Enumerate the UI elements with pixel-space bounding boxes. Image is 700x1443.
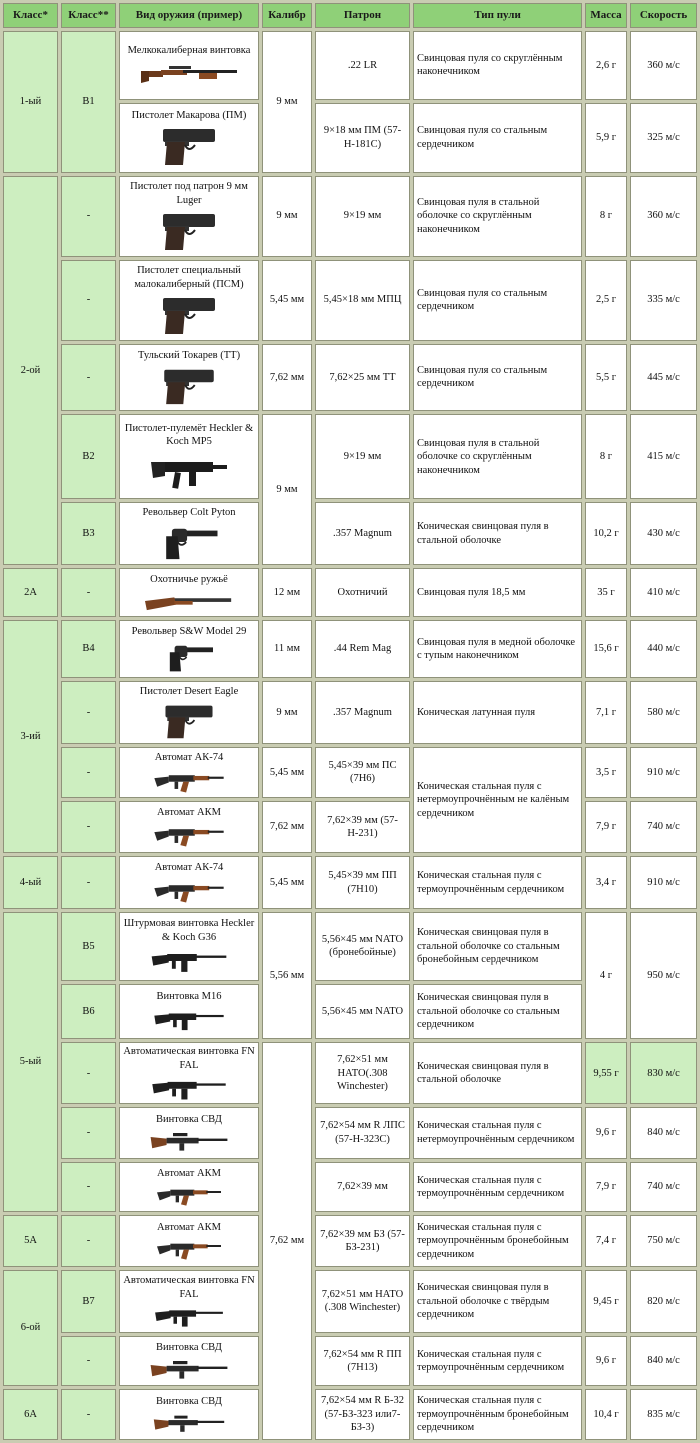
table-row <box>3 681 697 744</box>
weapon-name: Автомат АК-74 <box>154 862 224 874</box>
header-row <box>3 3 697 28</box>
cartridge-cell: 7,62×54 мм R Б-32 (57-БЗ-323 или7-БЗ-3) <box>315 1389 410 1440</box>
cartridge-cell: 7,62×25 мм ТТ <box>315 344 410 412</box>
caliber-cell: 7,62 мм <box>262 801 312 854</box>
table-row <box>3 1215 697 1267</box>
weapon-cell <box>119 912 259 981</box>
cartridge-cell: 9×18 мм ПМ (57-Н-181С) <box>315 103 410 173</box>
mass-cell: 8 г <box>585 414 627 499</box>
speed-cell: 440 м/с <box>630 620 697 679</box>
mass-cell: 5,5 г <box>585 344 627 412</box>
mass-cell: 5,9 г <box>585 103 627 173</box>
weapon-name: Автомат АК-74 <box>154 752 224 764</box>
table-row <box>3 1162 697 1213</box>
speed-cell: 410 м/с <box>630 568 697 617</box>
weapon-cell <box>119 260 259 341</box>
caliber-cell: 9 мм <box>262 414 312 565</box>
subclass-cell: - <box>61 344 116 412</box>
weapon-cell <box>119 1162 259 1213</box>
cartridge-cell: 7,62×51 мм НАТО (.308 Winchester) <box>315 1270 410 1333</box>
cartridge-cell: 9×19 мм <box>315 176 410 257</box>
rifle-icon <box>139 61 239 87</box>
battle-rifle-icon <box>141 1304 237 1328</box>
mass-cell: 2,6 г <box>585 31 627 100</box>
weapon-name: Автомат АКМ <box>157 1167 221 1179</box>
weapon-cell <box>119 1042 259 1104</box>
table-row <box>3 31 697 100</box>
class-cell: 6А <box>3 1389 58 1440</box>
caliber-cell: 11 мм <box>262 620 312 679</box>
caliber-cell: 12 мм <box>262 568 312 617</box>
class-cell: 4-ый <box>3 856 58 909</box>
weapon-name: Автомат АКМ <box>157 1221 221 1233</box>
revolver-icon <box>157 641 221 673</box>
speed-cell: 740 м/с <box>630 1162 697 1213</box>
header-caliber: Калибр <box>262 3 312 28</box>
weapon-cell <box>119 1270 259 1333</box>
speed-cell: 840 м/с <box>630 1336 697 1387</box>
battle-rifle-icon <box>141 1075 237 1101</box>
table-row <box>3 1042 697 1104</box>
weapon-name: Тульский Токарев (ТТ) <box>137 350 241 362</box>
mass-cell: 9,6 г <box>585 1107 627 1159</box>
table-row <box>3 620 697 679</box>
weapon-name: Винтовка СВД <box>156 1396 222 1408</box>
bullet-cell: Коническая латунная пуля <box>413 681 582 744</box>
weapon-cell <box>119 681 259 744</box>
mass-cell: 3,4 г <box>585 856 627 909</box>
table-row <box>3 1389 697 1440</box>
subclass-cell: - <box>61 1107 116 1159</box>
bullet-cell: Коническая свинцовая пуля в стальной оболочке со стальным сердечником <box>413 984 582 1040</box>
mass-cell: 2,5 г <box>585 260 627 341</box>
weapon-name: Винтовка СВД <box>156 1113 222 1125</box>
mass-cell: 9,55 г <box>585 1042 627 1104</box>
bullet-cell: Коническая свинцовая пуля в стальной оболочке <box>413 502 582 565</box>
mass-cell: 10,4 г <box>585 1389 627 1440</box>
subclass-cell: - <box>61 1389 116 1440</box>
caliber-cell: 5,56 мм <box>262 912 312 1039</box>
cartridge-cell: 7,62×39 мм (57-Н-231) <box>315 801 410 854</box>
speed-cell: 910 м/с <box>630 856 697 909</box>
mass-cell: 4 г <box>585 912 627 1039</box>
weapon-name: Винтовка СВД <box>156 1341 222 1353</box>
cartridge-cell: .22 LR <box>315 31 410 100</box>
class-cell: 2А <box>3 568 58 617</box>
table-row <box>3 414 697 499</box>
table-row <box>3 1107 697 1159</box>
weapon-name: Пистолет специальный малокалиберный (ПСМ) <box>134 265 244 290</box>
header-weapon: Вид оружия (пример) <box>119 3 259 28</box>
table-row <box>3 176 697 257</box>
subclass-cell: B3 <box>61 502 116 565</box>
subclass-cell: - <box>61 1336 116 1387</box>
weapon-name: Пистолет под патрон 9 мм Luger <box>130 181 248 206</box>
weapon-name: Автомат АКМ <box>157 806 221 818</box>
subclass-cell: B4 <box>61 620 116 679</box>
speed-cell: 830 м/с <box>630 1042 697 1104</box>
cartridge-cell: .357 Magnum <box>315 681 410 744</box>
subclass-cell: B1 <box>61 31 116 173</box>
weapon-cell <box>119 747 259 798</box>
weapon-cell <box>119 344 259 412</box>
mass-cell: 7,1 г <box>585 681 627 744</box>
weapon-cell <box>119 620 259 679</box>
speed-cell: 430 м/с <box>630 502 697 565</box>
weapon-cell <box>119 1215 259 1267</box>
bullet-cell: Коническая стальная пуля с термоупрочнённым сердечником <box>413 856 582 909</box>
pistol-icon <box>159 294 219 336</box>
cartridge-cell: 9×19 мм <box>315 414 410 499</box>
assault-rifle-icon <box>144 1183 234 1207</box>
bullet-cell: Свинцовая пуля со стальным сердечником <box>413 260 582 341</box>
pistol-icon <box>159 210 219 252</box>
assault-rifle-icon <box>144 768 234 794</box>
weapon-cell <box>119 1336 259 1387</box>
weapon-cell <box>119 1107 259 1159</box>
caliber-cell: 9 мм <box>262 176 312 257</box>
weapon-cell <box>119 568 259 617</box>
cartridge-cell: 7,62×39 мм <box>315 1162 410 1213</box>
subclass-cell: - <box>61 747 116 798</box>
subclass-cell: - <box>61 1042 116 1104</box>
class-cell: 6-ой <box>3 1270 58 1386</box>
weapon-cell <box>119 103 259 173</box>
bullet-cell: Свинцовая пуля 18,5 мм <box>413 568 582 617</box>
class-cell: 5-ый <box>3 912 58 1212</box>
table-row <box>3 568 697 617</box>
subclass-cell: - <box>61 176 116 257</box>
weapon-name: Автоматическая винтовка FN FAL <box>123 1046 255 1071</box>
bullet-cell: Коническая свинцовая пуля в стальной оболочке с твёрдым сердечником <box>413 1270 582 1333</box>
cartridge-cell: 7,62×39 мм БЗ (57-БЗ-231) <box>315 1215 410 1267</box>
weapon-name: Охотничье ружьё <box>150 574 228 586</box>
subclass-cell: B6 <box>61 984 116 1040</box>
subclass-cell: - <box>61 260 116 341</box>
subclass-cell: B5 <box>61 912 116 981</box>
caliber-cell: 5,45 мм <box>262 856 312 909</box>
cartridge-cell: 7,62×54 мм R ЛПС (57-Н-323С) <box>315 1107 410 1159</box>
speed-cell: 335 м/с <box>630 260 697 341</box>
bullet-cell: Свинцовая пуля в стальной оболочке со скруглённым наконечником <box>413 414 582 499</box>
subclass-cell: - <box>61 1215 116 1267</box>
speed-cell: 360 м/с <box>630 176 697 257</box>
table-row <box>3 1270 697 1333</box>
cartridge-cell: 5,45×39 мм ПП (7Н10) <box>315 856 410 909</box>
class-cell: 2-ой <box>3 176 58 565</box>
cartridge-cell: 5,45×18 мм МПЦ <box>315 260 410 341</box>
bullet-cell: Коническая стальная пуля с термоупрочнённым сердечником <box>413 1336 582 1387</box>
weapon-cell <box>119 176 259 257</box>
speed-cell: 950 м/с <box>630 912 697 1039</box>
weapon-name: Револьвер Colt Pyton <box>142 507 236 519</box>
weapon-cell <box>119 856 259 909</box>
subclass-cell: - <box>61 568 116 617</box>
speed-cell: 415 м/с <box>630 414 697 499</box>
table-row <box>3 1336 697 1387</box>
table-row <box>3 260 697 341</box>
caliber-cell: 7,62 мм <box>262 1042 312 1440</box>
mass-cell: 3,5 г <box>585 747 627 798</box>
header-speed: Скорость <box>630 3 697 28</box>
pistol-icon <box>159 702 219 740</box>
class-cell: 3-ий <box>3 620 58 854</box>
mass-cell: 15,6 г <box>585 620 627 679</box>
weapon-name: Мелкокалиберная винтовка <box>127 45 251 57</box>
bullet-cell: Коническая стальная пуля с термоупрочнённым сердечником <box>413 1162 582 1213</box>
speed-cell: 580 м/с <box>630 681 697 744</box>
header-class1: Класс* <box>3 3 58 28</box>
weapon-cell <box>119 801 259 854</box>
header-bullet: Тип пули <box>413 3 582 28</box>
smg-icon <box>149 452 229 492</box>
header-class2: Класс** <box>61 3 116 28</box>
bullet-cell: Коническая свинцовая пуля в стальной оболочке со стальным бронебойным сердечником <box>413 912 582 981</box>
cartridge-cell: 7,62×54 мм R ПП (7Н13) <box>315 1336 410 1387</box>
weapon-name: Револьвер S&W Model 29 <box>131 625 247 637</box>
mass-cell: 9,45 г <box>585 1270 627 1333</box>
speed-cell: 360 м/с <box>630 31 697 100</box>
cartridge-cell: .357 Magnum <box>315 502 410 565</box>
assault-rifle-icon <box>144 1237 234 1261</box>
pistol-icon <box>159 366 219 406</box>
table-row <box>3 344 697 412</box>
assault-rifle-icon <box>144 947 234 975</box>
cartridge-cell: 5,56×45 мм NATO <box>315 984 410 1040</box>
bullet-cell: Коническая стальная пуля с термоупрочнённым бронебойным сердечником <box>413 1215 582 1267</box>
class-cell: 1-ый <box>3 31 58 173</box>
bullet-cell: Свинцовая пуля в стальной оболочке со скруглённым наконечником <box>413 176 582 257</box>
weapon-name: Автоматическая винтовка FN FAL <box>123 1275 255 1300</box>
speed-cell: 840 м/с <box>630 1107 697 1159</box>
weapon-cell <box>119 502 259 565</box>
assault-rifle-icon <box>144 822 234 848</box>
subclass-cell: B2 <box>61 414 116 499</box>
bullet-cell: Свинцовая пуля со скруглённым наконечником <box>413 31 582 100</box>
mass-cell: 35 г <box>585 568 627 617</box>
assault-rifle-icon <box>144 878 234 904</box>
table-row <box>3 912 697 981</box>
subclass-cell: - <box>61 856 116 909</box>
speed-cell: 445 м/с <box>630 344 697 412</box>
weapon-cell <box>119 1389 259 1440</box>
weapon-cell <box>119 414 259 499</box>
assault-rifle-icon <box>144 1007 234 1033</box>
cartridge-cell: Охотничий <box>315 568 410 617</box>
cartridge-cell: 7,62×51 мм НАТО(.308 Winchester) <box>315 1042 410 1104</box>
mass-cell: 9,6 г <box>585 1336 627 1387</box>
cartridge-cell: 5,56×45 мм NATO (бронебойные) <box>315 912 410 981</box>
speed-cell: 750 м/с <box>630 1215 697 1267</box>
header-cartridge: Патрон <box>315 3 410 28</box>
weapon-name: Штурмовая винтовка Heckler & Koch G36 <box>123 918 255 943</box>
bullet-cell: Свинцовая пуля в медной оболочке с тупым наконечником <box>413 620 582 679</box>
bullet-cell: Свинцовая пуля со стальным сердечником <box>413 103 582 173</box>
bullet-cell: Коническая стальная пуля с нетермоупрочнённым не калёным сердечником <box>413 747 582 853</box>
sniper-rifle-icon <box>141 1129 237 1153</box>
table-row <box>3 856 697 909</box>
caliber-cell: 7,62 мм <box>262 344 312 412</box>
weapon-cell <box>119 984 259 1040</box>
subclass-cell: B7 <box>61 1270 116 1333</box>
weapon-name: Пистолет Desert Eagle <box>139 686 239 698</box>
speed-cell: 325 м/с <box>630 103 697 173</box>
shotgun-icon <box>139 590 239 612</box>
weapon-cell <box>119 31 259 100</box>
weapon-name: Пистолет-пулемёт Heckler & Koch MP5 <box>124 422 254 448</box>
bullet-cell: Свинцовая пуля со стальным сердечником <box>413 344 582 412</box>
subclass-cell: - <box>61 801 116 854</box>
weapon-name: Пистолет Макарова (ПМ) <box>131 109 247 121</box>
mass-cell: 8 г <box>585 176 627 257</box>
caliber-cell: 9 мм <box>262 681 312 744</box>
bullet-cell: Коническая стальная пуля с нетермоупрочнённым сердечником <box>413 1107 582 1159</box>
sniper-rifle-icon <box>141 1357 237 1381</box>
class-cell: 5А <box>3 1215 58 1267</box>
cartridge-cell: .44 Rem Mag <box>315 620 410 679</box>
weapon-name: Винтовка М16 <box>156 991 222 1003</box>
speed-cell: 910 м/с <box>630 747 697 798</box>
subclass-cell: - <box>61 681 116 744</box>
speed-cell: 835 м/с <box>630 1389 697 1440</box>
mass-cell: 7,9 г <box>585 801 627 854</box>
subclass-cell: - <box>61 1162 116 1213</box>
mass-cell: 7,9 г <box>585 1162 627 1213</box>
revolver-icon <box>157 523 221 561</box>
mass-cell: 10,2 г <box>585 502 627 565</box>
table-row <box>3 747 697 798</box>
sniper-rifle-icon <box>141 1412 237 1434</box>
table-row <box>3 801 697 854</box>
cartridge-cell: 5,45×39 мм ПС (7Н6) <box>315 747 410 798</box>
caliber-cell: 5,45 мм <box>262 747 312 798</box>
speed-cell: 740 м/с <box>630 801 697 854</box>
bullet-cell: Коническая свинцовая пуля в стальной оболочке <box>413 1042 582 1104</box>
caliber-cell: 9 мм <box>262 31 312 173</box>
table-row <box>3 502 697 565</box>
bullet-cell: Коническая стальная пуля с термоупрочнённым бронебойным сердечником <box>413 1389 582 1440</box>
speed-cell: 820 м/с <box>630 1270 697 1333</box>
mass-cell: 7,4 г <box>585 1215 627 1267</box>
pistol-icon <box>159 125 219 167</box>
header-mass: Масса <box>585 3 627 28</box>
caliber-cell: 5,45 мм <box>262 260 312 341</box>
